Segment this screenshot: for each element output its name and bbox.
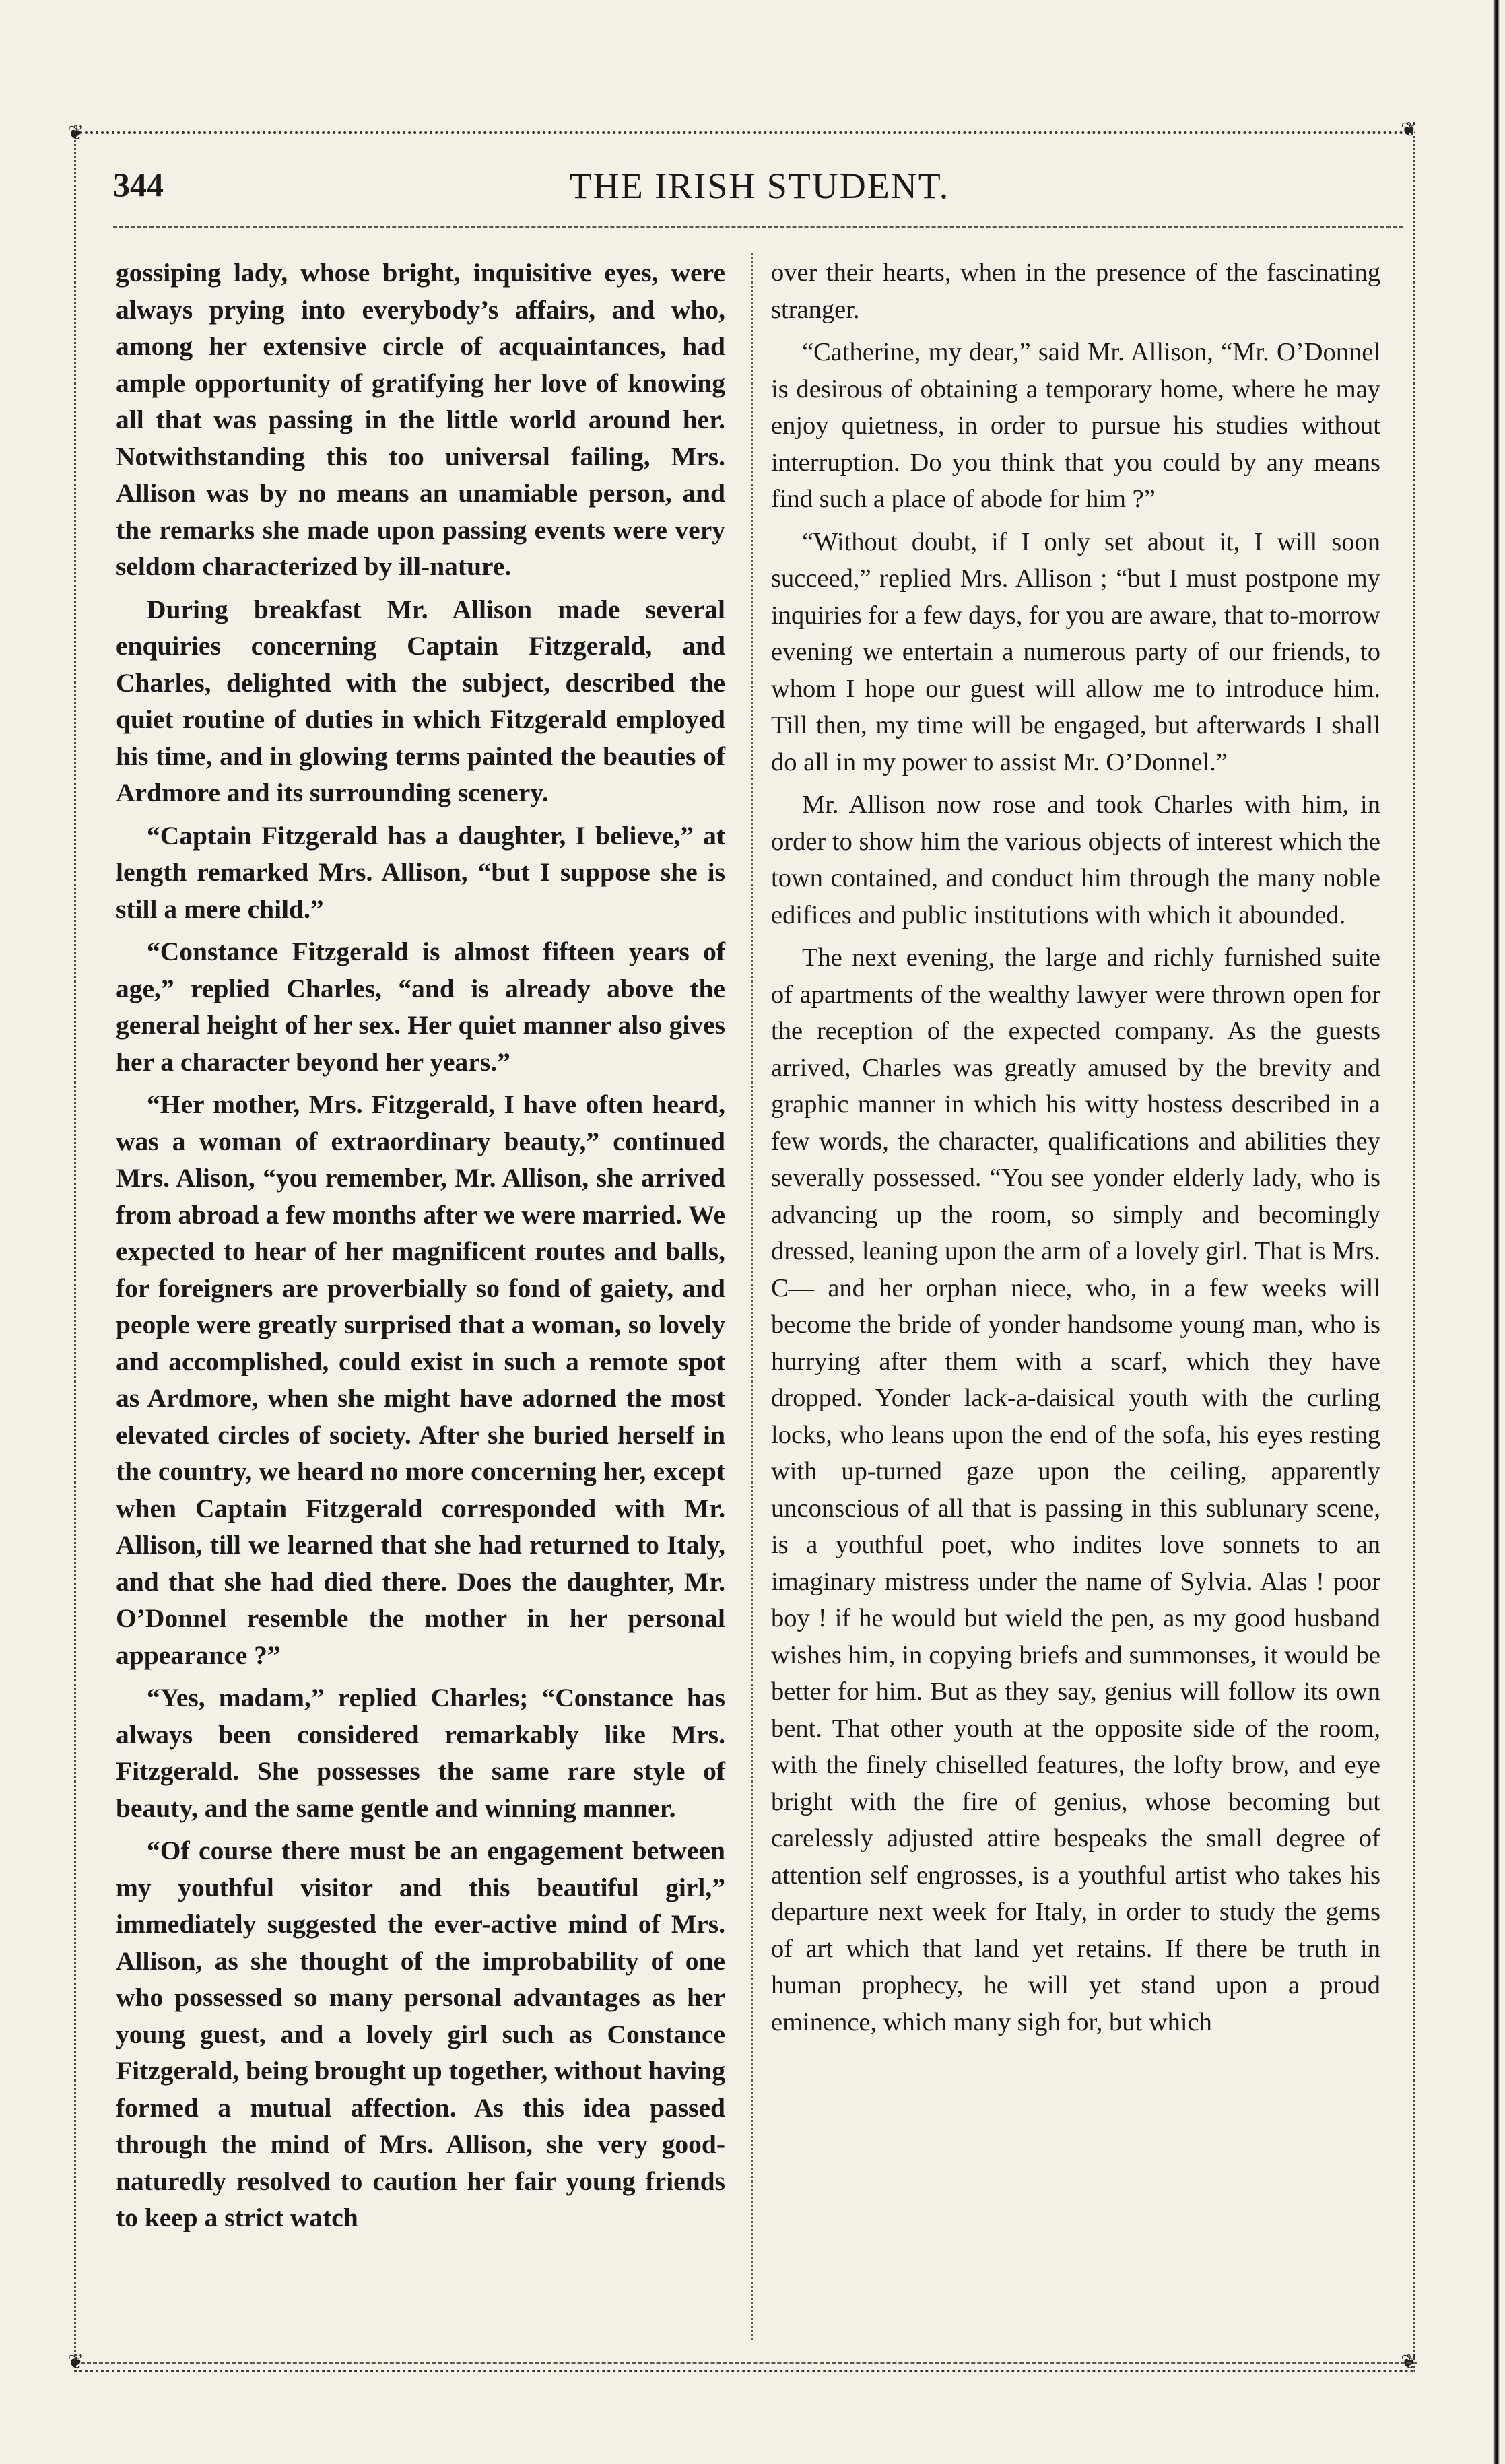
page-number: 344	[113, 166, 164, 203]
header-rule	[113, 226, 1403, 228]
paragraph: “Catherine, my dear,” said Mr. Allison, “Mr. O’Donnel is desirous of obtaining a temporary home, where he may enjoy quietness, in order to pursue his studies without interruption. Do you think that you could by any means find such a place of abode for him ?”	[771, 338, 1380, 513]
footer-rule	[81, 2362, 1417, 2364]
paragraph: gossiping lady, whose bright, inquisitive eyes, were always prying into everybody’s affairs, and who, among her extensive circle of acquaintances, had ample opportunity of gratifying her love of knowing all that was passing in the little world around her. Notwithstanding this too universal failing, Mrs. Allison was by no means an unamiable person, and the remarks she made upon passing events were very seldom characterized by ill-nature.	[116, 258, 725, 581]
page-header	[113, 165, 1406, 212]
page-edge-shadow	[1493, 0, 1500, 2464]
corner-ornament-top-right: ❦	[1401, 119, 1418, 141]
paragraph: “Without doubt, if I only set about it, I will soon succeed,” replied Mrs. Allison ; “but I must postpone my inquiries for a few days, for you are aware, that to-morrow evening we entertain a numerous party of our friends, to whom I hope our guest will allow me to introduce him. Till then, my time will be engaged, but afterwards I shall do all in my power to assist Mr. O’Donnel.”	[771, 527, 1380, 776]
paragraph: “Constance Fitzgerald is almost fifteen years of age,” replied Charles, “and is already above the general height of her sex. Her quiet manner also gives her a character beyond her years.”	[116, 937, 725, 1077]
corner-ornament-bottom-right: ❦	[1401, 2351, 1418, 2373]
paragraph: “Yes, madam,” replied Charles; “Constance has always been considered remarkably like Mrs. Fitzgerald. She possesses the same rare style of beauty, and the same gentle and winning manner.	[116, 1683, 725, 1823]
paragraph: over their hearts, when in the presence of the fascinating stranger.	[771, 259, 1380, 324]
paragraph: “Her mother, Mrs. Fitzgerald, I have often heard, was a woman of extraordinary beauty,” continued Mrs. Alison, “you remember, Mr. Allison, she arrived from abroad a few months after we were married. We expected to hear of her magnificent routes and balls, for foreigners are proverbially so fond of gaiety, and people were greatly surprised that a woman, so lovely and accomplished, could exist in such a remote spot as Ardmore, when she might have adorned the most elevated circles of society. After she buried herself in the country, we heard no more concerning her, except when Captain Fitzgerald corresponded with Mr. Allison, till we learned that she had returned to Italy, and that she had died there. Does the daughter, Mr. O’Donnel resemble the mother in her personal appearance ?”	[116, 1090, 725, 1670]
paragraph: During breakfast Mr. Allison made several enquiries concerning Captain Fitzgerald, and Charles, delighted with the subject, described the quiet routine of duties in which Fitzgerald employed his time, and in glowing terms painted the beauties of Ardmore and its surrounding scenery.	[116, 594, 725, 807]
paragraph: “Of course there must be an engagement between my youthful visitor and this beautiful girl,” immediately suggested the ever-active mind of Mrs. Allison, as she thought of the improbability of one who possessed so many personal advantages as her young guest, and a lovely girl such as Constance Fitzgerald, being brought up together, without having formed a mutual affection. As this idea passed through the mind of Mrs. Allison, she very good-naturedly resolved to caution her fair young friends to keep a strict watch	[116, 1836, 725, 2232]
corner-ornament-bottom-left: ❦	[67, 2351, 85, 2373]
paragraph: The next evening, the large and richly furnished suite of apartments of the wealthy lawyer were thrown open for the reception of the expected company. As the guests arrived, Charles was greatly amused by the brevity and graphic manner in which his witty hostess described in a few words, the character, qualifications and abilities they severally possessed. “You see yonder elderly lady, who is advancing up the room, so simply and becomingly dressed, leaning upon the arm of a lovely girl. That is Mrs. C— and her orphan niece, who, in a few weeks will become the bride of yonder handsome young man, who is hurrying after them with a scarf, which they have dropped. Yonder lack-a-daisical youth with the curling locks, who leans upon the end of the sofa, his eyes resting with up-turned gaze upon the ceiling, apparently unconscious of all that is passing in this sublunary scene, is a youthful poet, who indites love sonnets to an imaginary mistress under the name of Sylvia. Alas ! poor boy ! if he would but wield the pen, as my good husband wishes him, in copying briefs and summonses, it would be better for him. But as they say, genius will follow its own bent. That other youth at the opposite side of the room, with the finely chiselled features, the lofty brow, and eye bright with the fire of genius, whose becoming but carelessly adjusted attire bespeaks the small degree of attention self engrosses, is a youthful artist who takes his departure next week for Italy, in order to study the gems of art which that land yet retains. If there be truth in human prophecy, he will yet stand upon a proud eminence, which many sigh for, but which	[771, 943, 1380, 2036]
paragraph: Mr. Allison now rose and took Charles with him, in order to show him the various objects of interest which the town contained, and conduct him through the many noble edifices and public institutions with which it abounded.	[771, 791, 1380, 929]
column-divider	[751, 253, 753, 2340]
left-column	[116, 255, 725, 2242]
corner-ornament-top-left: ❦	[67, 122, 85, 144]
running-title: THE IRISH STUDENT.	[569, 166, 950, 206]
paragraph: “Captain Fitzgerald has a daughter, I believe,” at length remarked Mrs. Allison, “but I suppose she is still a mere child.”	[116, 820, 725, 924]
right-column	[771, 255, 1380, 2046]
